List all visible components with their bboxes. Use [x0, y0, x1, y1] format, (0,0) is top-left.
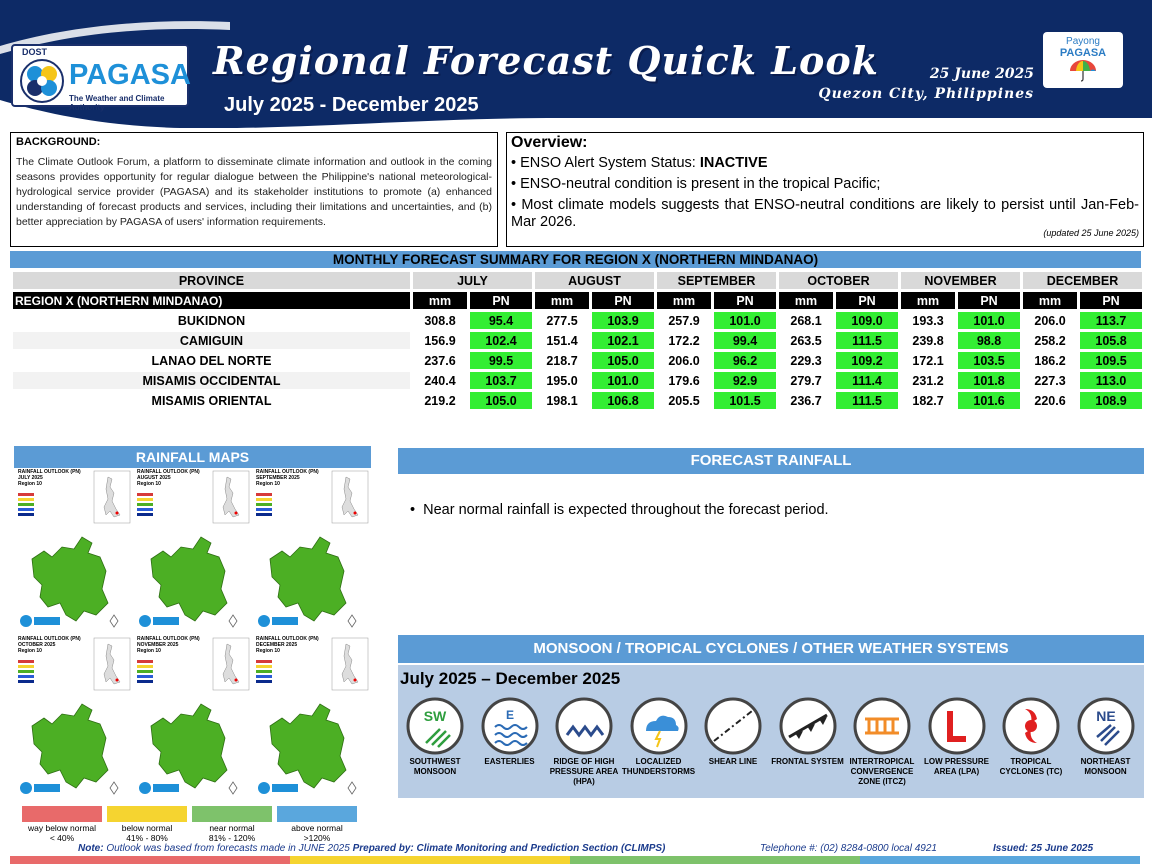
easterlies-icon: [481, 697, 539, 755]
weather-system-item: [920, 697, 994, 777]
map-title-text: RAINFALL OUTLOOK (PN): [18, 636, 81, 642]
percent-normal-cell: 92.9: [714, 372, 776, 389]
umbrella-icon: [1068, 59, 1098, 83]
month-header: AUGUST: [535, 272, 654, 289]
percent-normal-cell: 103.5: [958, 352, 1020, 369]
header: [0, 0, 1152, 128]
map-title-text: RAINFALL OUTLOOK (PN): [18, 469, 81, 475]
footer-note-label: Note:: [78, 843, 104, 854]
map-region: Region 10: [137, 648, 161, 654]
rainfall-mm-cell: 195.0: [546, 373, 578, 388]
percent-normal-cell: 111.5: [836, 332, 898, 349]
svg-text:E: E: [505, 708, 514, 722]
enso-status-item: • ENSO Alert System Status: INACTIVE: [511, 155, 768, 171]
weather-systems-panel: [398, 665, 1144, 798]
percent-normal-cell: 96.2: [714, 352, 776, 369]
forecast-table: [10, 269, 1145, 412]
legend-range: >120%: [303, 833, 331, 843]
percent-normal-cell: 105.0: [470, 392, 532, 409]
legend-range: 41% - 80%: [126, 833, 168, 843]
rainfall-mm-cell: 240.4: [424, 373, 456, 388]
table-row: [13, 312, 1142, 329]
rainfall-mm-cell: 182.7: [912, 393, 944, 408]
weather-system-item: [696, 697, 770, 767]
southwest-monsoon-icon: [406, 697, 464, 755]
enso-models-text: Most climate models suggests that ENSO-neutral conditions are likely to persist until Jan-Feb-Mar 2026.: [511, 197, 1139, 230]
enso-status-label: ENSO Alert System Status:: [520, 155, 700, 171]
weather-system-label: TROPICAL CYCLONES (TC): [999, 757, 1063, 776]
unit-pn-header: PN: [836, 292, 898, 309]
legend-label: [187, 823, 277, 843]
rainfall-map: [252, 469, 370, 634]
forecast-table-title: MONTHLY FORECAST SUMMARY FOR REGION X (NORTHERN MINDANAO): [10, 251, 1141, 268]
map-title: [18, 636, 81, 654]
weather-system-label: INTERTROPICAL CONVERGENCE ZONE (ITCZ): [849, 757, 915, 786]
unit-mm-header: mm: [901, 292, 955, 309]
footer-issued: Issued: 25 June 2025: [993, 843, 1094, 854]
enso-condition-item: • ENSO-neutral condition is present in the tropical Pacific;: [511, 176, 881, 192]
region-label: REGION X (NORTHERN MINDANAO): [13, 292, 410, 309]
map-region: Region 10: [256, 481, 280, 487]
rainfall-mm-cell: 206.0: [668, 353, 700, 368]
rainfall-maps-title: RAINFALL MAPS: [14, 446, 371, 468]
weather-system-item: [398, 697, 472, 777]
weather-system-item: [994, 697, 1068, 777]
enso-models-item: • Most climate models suggests that ENSO-neutral conditions are likely to persist until Jan-Feb-Mar 2026.: [511, 197, 1139, 230]
footer-telephone: Telephone #: (02) 8284-0800 local 4921: [760, 843, 937, 854]
northeast-monsoon-icon: [1077, 697, 1135, 755]
forecast-rainfall-item: • Near normal rainfall is expected throughout the forecast period.: [410, 502, 829, 518]
table-row: [13, 392, 1142, 409]
percent-normal-cell: 101.6: [958, 392, 1020, 409]
region-map-image: [252, 469, 370, 634]
unit-pn-header: PN: [1080, 292, 1142, 309]
page-subtitle: July 2025 - December 2025: [224, 94, 479, 116]
map-title-text: RAINFALL OUTLOOK (PN): [256, 636, 319, 642]
percent-normal-cell: 109.5: [1080, 352, 1142, 369]
table-header-row: [13, 272, 1142, 289]
percent-normal-cell: 101.8: [958, 372, 1020, 389]
weather-system-item: [473, 697, 547, 767]
tropical-cyclone-icon: [1002, 697, 1060, 755]
unit-mm-header: mm: [1023, 292, 1077, 309]
rainfall-mm-cell: 219.2: [424, 393, 456, 408]
province-name: MISAMIS OCCIDENTAL: [13, 372, 410, 389]
rainfall-mm-cell: 236.7: [790, 393, 822, 408]
page-title: Regional Forecast Quick Look: [213, 38, 880, 83]
table-row: [13, 372, 1142, 389]
region-map-image: [252, 636, 370, 801]
map-title: [137, 636, 200, 654]
itcz-icon: [853, 697, 911, 755]
rainfall-mm-cell: 193.3: [912, 313, 944, 328]
rainfall-mm-cell: 239.8: [912, 333, 944, 348]
unit-pn-header: PN: [592, 292, 654, 309]
legend-swatch: [22, 806, 102, 822]
map-region: Region 10: [18, 648, 42, 654]
legend-category: way below normal: [27, 823, 97, 833]
month-header: JULY: [413, 272, 532, 289]
map-month: NOVEMBER 2025: [137, 642, 179, 648]
rainfall-mm-cell: 186.2: [1034, 353, 1066, 368]
svg-text:SW: SW: [423, 708, 447, 724]
background-title: BACKGROUND:: [16, 136, 101, 148]
footer-note-text: Outlook was based from forecasts made in JUNE 2025: [103, 843, 353, 854]
overview-updated: (updated 25 June 2025): [1043, 228, 1139, 238]
legend-swatch: [192, 806, 272, 822]
rainfall-mm-cell: 229.3: [790, 353, 822, 368]
dost-label: DOST: [22, 47, 48, 57]
payong-pagasa-label: PAGASA: [1059, 47, 1107, 59]
rainfall-mm-cell: 179.6: [668, 373, 700, 388]
percent-normal-cell: 105.0: [592, 352, 654, 369]
legend-category: near normal: [209, 823, 255, 833]
percent-normal-cell: 113.0: [1080, 372, 1142, 389]
percent-normal-cell: 113.7: [1080, 312, 1142, 329]
unit-pn-header: PN: [470, 292, 532, 309]
percent-normal-cell: 102.1: [592, 332, 654, 349]
rainfall-mm-cell: 277.5: [546, 313, 578, 328]
legend-category: below normal: [121, 823, 173, 833]
weather-system-label: SHEAR LINE: [708, 757, 758, 766]
shear-line-icon: [704, 697, 762, 755]
month-header: SEPTEMBER: [657, 272, 776, 289]
weather-system-item: [845, 697, 919, 787]
map-region: Region 10: [256, 648, 280, 654]
ridge-icon: [555, 697, 613, 755]
legend-label: [17, 823, 107, 843]
percent-normal-cell: 109.0: [836, 312, 898, 329]
rainfall-mm-cell: 258.2: [1034, 333, 1066, 348]
thunderstorm-icon: [630, 697, 688, 755]
percent-normal-cell: 101.0: [714, 312, 776, 329]
rainfall-mm-cell: 220.6: [1034, 393, 1066, 408]
month-header: OCTOBER: [779, 272, 898, 289]
table-subheader-row: [13, 292, 1142, 309]
payong-label: Payong: [1066, 36, 1100, 47]
percent-normal-cell: 95.4: [470, 312, 532, 329]
weather-system-label: RIDGE OF HIGH PRESSURE AREA (HPA): [549, 757, 619, 786]
pagasa-tagline: The Weather and Climate Authority: [69, 94, 165, 112]
unit-mm-header: mm: [535, 292, 589, 309]
rainfall-map: [252, 636, 370, 801]
region-map-image: [133, 469, 251, 634]
rainfall-mm-cell: 218.7: [546, 353, 578, 368]
legend-label: [272, 823, 362, 843]
rainfall-mm-cell: 198.1: [546, 393, 578, 408]
overview-box: [506, 132, 1144, 247]
rainfall-mm-cell: 263.5: [790, 333, 822, 348]
province-name: CAMIGUIN: [13, 332, 410, 349]
rainfall-mm-cell: 156.9: [424, 333, 456, 348]
weather-system-item: [622, 697, 696, 777]
table-row: [13, 352, 1142, 369]
percent-normal-cell: 111.5: [836, 392, 898, 409]
weather-system-label: LOCALIZED THUNDERSTORMS: [621, 757, 696, 776]
province-header: PROVINCE: [13, 272, 410, 289]
rainfall-mm-cell: 172.2: [668, 333, 700, 348]
enso-status-value: INACTIVE: [699, 155, 768, 171]
background-text: The Climate Outlook Forum, a platform to disseminate climate information and outlook in the coming seasons provides opportunity for regular dialogue between the Philippine's national meteorological-hydrological service provider (PAGASA) and its stakeholder institutions to promote (a) enhanced understanding of forecast products and services, including their limitations and uncertainties, and (b) better appreciation by PAGASA of users' information requirements.: [16, 156, 492, 228]
percent-normal-cell: 98.8: [958, 332, 1020, 349]
month-header: NOVEMBER: [901, 272, 1020, 289]
percent-normal-cell: 106.8: [592, 392, 654, 409]
rainfall-mm-cell: 257.9: [668, 313, 700, 328]
footer-color-bar: [10, 856, 1140, 864]
rainfall-maps-grid: [14, 469, 371, 803]
rainfall-map: [133, 636, 251, 801]
forecast-rainfall-title: FORECAST RAINFALL: [398, 448, 1144, 474]
rainfall-map: [14, 636, 132, 801]
header-place: Quezon City, Philippines: [818, 86, 1034, 102]
rainfall-map: [133, 469, 251, 634]
unit-mm-header: mm: [657, 292, 711, 309]
rainfall-mm-cell: 227.3: [1034, 373, 1066, 388]
payong-pagasa-logo: [1043, 32, 1123, 88]
map-title-text: RAINFALL OUTLOOK (PN): [256, 469, 319, 475]
svg-text:NE: NE: [1095, 708, 1116, 724]
rainfall-mm-cell: 172.1: [912, 353, 944, 368]
rainfall-mm-cell: 205.5: [668, 393, 700, 408]
legend-category: above normal: [291, 823, 343, 833]
header-date: 25 June 2025: [929, 66, 1034, 82]
map-month: OCTOBER 2025: [18, 642, 56, 648]
map-month: AUGUST 2025: [137, 475, 171, 481]
footer-note: [78, 843, 665, 854]
percent-normal-cell: 111.4: [836, 372, 898, 389]
forecast-rainfall-text: Near normal rainfall is expected throughout the forecast period.: [423, 502, 829, 518]
rainfall-mm-cell: 206.0: [1034, 313, 1066, 328]
month-header: DECEMBER: [1023, 272, 1142, 289]
map-title: [256, 469, 319, 487]
map-month: SEPTEMBER 2025: [256, 475, 300, 481]
enso-condition-text: ENSO-neutral condition is present in the tropical Pacific;: [520, 176, 881, 192]
legend-swatch: [277, 806, 357, 822]
percent-normal-cell: 101.0: [958, 312, 1020, 329]
unit-pn-header: PN: [958, 292, 1020, 309]
map-month: DECEMBER 2025: [256, 642, 298, 648]
footer-prepared: Prepared by: Climate Monitoring and Prediction Section (CLIMPS): [352, 843, 666, 854]
weather-system-item: [547, 697, 621, 787]
pagasa-seal-icon: [19, 58, 65, 104]
legend-range: 81% - 120%: [208, 833, 256, 843]
percent-normal-cell: 109.2: [836, 352, 898, 369]
weather-system-label: SOUTHWEST MONSOON: [409, 757, 461, 776]
unit-pn-header: PN: [714, 292, 776, 309]
rainfall-mm-cell: 151.4: [546, 333, 578, 348]
percent-normal-cell: 103.7: [470, 372, 532, 389]
rainfall-mm-cell: 279.7: [790, 373, 822, 388]
legend-swatch: [107, 806, 187, 822]
map-month: JULY 2025: [18, 475, 43, 481]
percent-normal-cell: 102.4: [470, 332, 532, 349]
map-title: [137, 469, 200, 487]
percent-normal-cell: 99.5: [470, 352, 532, 369]
weather-system-label: EASTERLIES: [484, 757, 535, 766]
percent-normal-cell: 101.5: [714, 392, 776, 409]
overview-title: Overview:: [511, 134, 588, 151]
map-title-text: RAINFALL OUTLOOK (PN): [137, 636, 200, 642]
table-row: [13, 332, 1142, 349]
weather-system-label: LOW PRESSURE AREA (LPA): [924, 757, 989, 776]
map-title: [18, 469, 81, 487]
frontal-system-icon: [779, 697, 837, 755]
province-name: LANAO DEL NORTE: [13, 352, 410, 369]
rainfall-map: [14, 469, 132, 634]
unit-mm-header: mm: [779, 292, 833, 309]
percent-normal-cell: 99.4: [714, 332, 776, 349]
map-region: Region 10: [18, 481, 42, 487]
province-name: MISAMIS ORIENTAL: [13, 392, 410, 409]
map-title: [256, 636, 319, 654]
pagasa-wordmark: PAGASA: [69, 59, 191, 91]
weather-system-label: FRONTAL SYSTEM: [771, 757, 844, 766]
percent-normal-cell: 101.0: [592, 372, 654, 389]
region-map-image: [14, 636, 132, 801]
background-box: [10, 132, 498, 247]
map-title-text: RAINFALL OUTLOOK (PN): [137, 469, 200, 475]
weather-system-label: NORTHEAST MONSOON: [1080, 757, 1131, 776]
rainfall-mm-cell: 231.2: [912, 373, 944, 388]
unit-mm-header: mm: [413, 292, 467, 309]
weather-system-item: [1069, 697, 1143, 777]
pagasa-logo: [11, 44, 191, 112]
rainfall-mm-cell: 268.1: [790, 313, 822, 328]
rainfall-mm-cell: 237.6: [424, 353, 456, 368]
region-map-image: [133, 636, 251, 801]
province-name: BUKIDNON: [13, 312, 410, 329]
rainfall-mm-cell: 308.8: [424, 313, 456, 328]
weather-system-item: [771, 697, 845, 767]
percent-normal-cell: 105.8: [1080, 332, 1142, 349]
weather-systems-title: MONSOON / TROPICAL CYCLONES / OTHER WEATHER SYSTEMS: [398, 635, 1144, 663]
region-map-image: [14, 469, 132, 634]
weather-systems-period: July 2025 – December 2025: [400, 669, 621, 688]
legend-label: [102, 823, 192, 843]
percent-normal-cell: 103.9: [592, 312, 654, 329]
legend-range: < 40%: [49, 833, 75, 843]
map-region: Region 10: [137, 481, 161, 487]
percent-normal-cell: 108.9: [1080, 392, 1142, 409]
lpa-icon: [928, 697, 986, 755]
